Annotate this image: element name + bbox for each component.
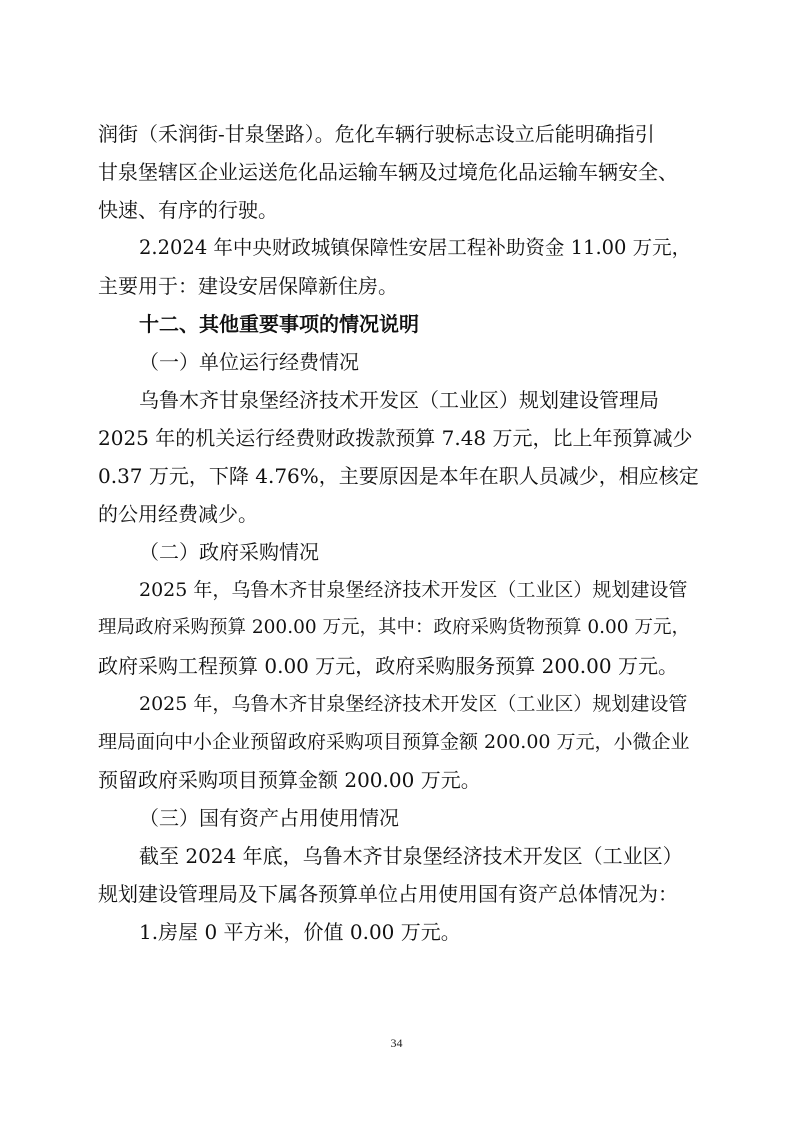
body-line: 理局政府采购预算 200.00 万元，其中：政府采购货物预算 0.00 万元， (98, 617, 690, 638)
body-line: 甘泉堡辖区企业运送危化品运输车辆及过境危化品运输车辆安全、 (98, 160, 678, 184)
section-heading: 十二、其他重要事项的情况说明 (139, 312, 419, 336)
body-line: 政府采购工程预算 0.00 万元，政府采购服务预算 200.00 万元。 (98, 654, 678, 678)
body-line: 理局面向中小企业预留政府采购项目预算金额 200.00 万元，小微企业 (98, 731, 690, 753)
body-line: 0.37 万元，下降 4.76%，主要原因是本年在职人员减少，相应核定 (98, 464, 699, 488)
body-line: 乌鲁木齐甘泉堡经济技术开发区（工业区）规划建设管理局 (139, 388, 659, 412)
body-line: 2.2024 年中央财政城镇保障性安居工程补助资金 11.00 万元， (139, 236, 692, 259)
subsection-heading: （一）单位运行经费情况 (139, 350, 359, 374)
body-line: 的公用经费减少。 (98, 502, 258, 526)
body-line: 快速、有序的行驶。 (98, 198, 278, 222)
body-line: 2025 年的机关运行经费财政拨款预算 7.48 万元，比上年预算减少 (98, 426, 693, 450)
body-line: 截至 2024 年底，乌鲁木齐甘泉堡经济技术开发区（工业区） (139, 844, 683, 868)
subsection-heading: （三）国有资产占用使用情况 (139, 806, 399, 830)
body-line: 预留政府采购项目预算金额 200.00 万元。 (98, 768, 481, 792)
page-number: 34 (390, 1036, 403, 1050)
body-line: 主要用于：建设安居保障新住房。 (98, 274, 398, 298)
body-line: 2025 年，乌鲁木齐甘泉堡经济技术开发区（工业区）规划建设管 (139, 693, 688, 715)
subsection-heading: （二）政府采购情况 (139, 540, 319, 564)
body-line: 2025 年，乌鲁木齐甘泉堡经济技术开发区（工业区）规划建设管 (139, 579, 688, 601)
body-line: 1.房屋 0 平方米，价值 0.00 万元。 (139, 920, 461, 944)
body-line: 润街（禾润街-甘泉堡路）。危化车辆行驶标志设立后能明确指引 (98, 122, 655, 146)
body-line: 规划建设管理局及下属各预算单位占用使用国有资产总体情况为： (98, 882, 678, 906)
